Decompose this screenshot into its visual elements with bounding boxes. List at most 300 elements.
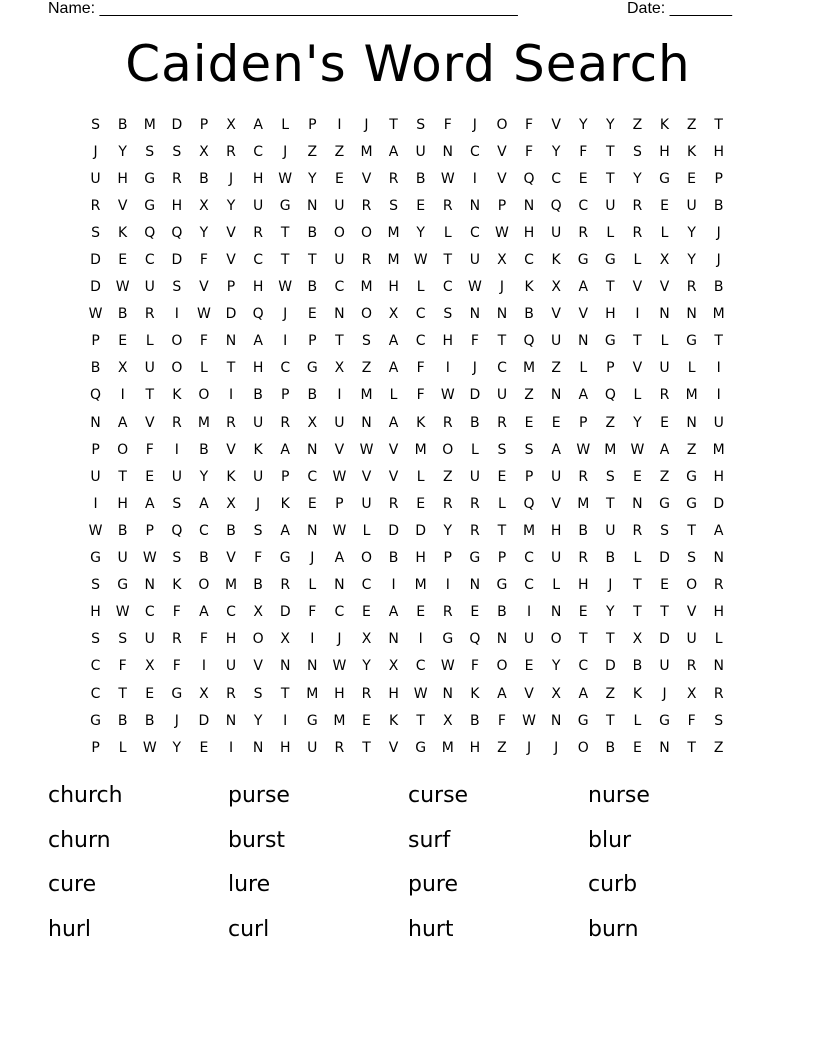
grid-letter: Q — [523, 333, 535, 350]
grid-letter: R — [388, 170, 399, 187]
grid-letter: B — [307, 224, 318, 241]
grid-letter: S — [687, 550, 697, 567]
grid-letter: Z — [442, 468, 453, 485]
grid-letter: E — [470, 604, 480, 621]
grid-letter: E — [362, 712, 371, 729]
grid-letter: X — [226, 116, 236, 133]
grid-letter: J — [228, 170, 234, 187]
grid-letter: S — [524, 441, 534, 458]
grid-letter: L — [281, 116, 290, 133]
grid-letter: V — [361, 170, 372, 187]
grid-letter: H — [334, 685, 345, 702]
page-title: Caiden's Word Search — [125, 35, 691, 93]
grid-letter: U — [252, 414, 264, 431]
grid-letter: V — [226, 441, 236, 458]
grid-letter: X — [199, 197, 209, 214]
grid-letter: Q — [523, 495, 535, 512]
grid-letter: N — [334, 577, 345, 594]
grid-letter: A — [388, 360, 399, 377]
grid-row — [82, 545, 734, 572]
grid-row — [82, 463, 734, 490]
grid-letter: S — [632, 143, 642, 160]
grid-letter: T — [443, 252, 453, 269]
grid-row — [82, 328, 734, 355]
grid-letter: I — [635, 306, 640, 323]
grid-letter: O — [333, 224, 345, 241]
grid-letter: U — [605, 197, 616, 214]
word-list-item: pure — [408, 872, 459, 897]
grid-letter: W — [440, 658, 455, 675]
grid-letter: D — [90, 252, 101, 269]
word-list-item: blur — [588, 827, 632, 853]
grid-letter: V — [551, 495, 561, 512]
grid-letter: G — [171, 685, 183, 702]
grid-letter: B — [713, 197, 724, 214]
grid-letter: F — [172, 658, 181, 675]
grid-letter: J — [472, 116, 477, 133]
grid-letter: P — [524, 468, 534, 485]
grid-letter: K — [118, 224, 128, 241]
grid-letter: J — [472, 360, 477, 377]
grid-letter: L — [118, 739, 127, 756]
grid-letter: Q — [90, 387, 102, 404]
grid-letter: A — [117, 414, 128, 431]
grid-letter: J — [716, 252, 721, 269]
word-list-item: churn — [48, 827, 111, 853]
grid-letter: Q — [523, 170, 535, 187]
grid-letter: N — [523, 197, 535, 214]
grid-letter: U — [659, 658, 670, 675]
grid-letter: T — [606, 631, 615, 648]
grid-letter: C — [334, 604, 345, 621]
grid-letter: O — [360, 224, 372, 241]
grid-letter: D — [469, 387, 481, 404]
grid-letter: H — [117, 170, 128, 187]
grid-letter: L — [443, 224, 452, 241]
grid-letter: U — [605, 522, 616, 539]
grid-letter: N — [659, 306, 670, 323]
grid-letter: M — [414, 441, 427, 458]
grid-letter: B — [253, 577, 263, 594]
grid-letter: O — [198, 387, 210, 404]
grid-letter: K — [416, 414, 426, 431]
grid-letter: U — [225, 658, 237, 675]
grid-letter: T — [389, 116, 398, 133]
grid-letter: J — [364, 116, 369, 133]
grid-letter: B — [144, 712, 155, 729]
grid-letter: W — [332, 658, 347, 675]
grid-letter: V — [388, 468, 399, 485]
grid-letter: A — [551, 441, 561, 458]
grid-letter: S — [253, 685, 263, 702]
grid-letter: W — [278, 279, 293, 296]
grid-letter: X — [307, 414, 318, 431]
grid-letter: G — [659, 170, 670, 187]
grid-letter: B — [415, 170, 426, 187]
grid-letter: I — [418, 631, 423, 648]
grid-letter: X — [551, 685, 561, 702]
grid-letter: F — [579, 143, 588, 160]
grid-letter: S — [172, 550, 182, 567]
grid-letter: R — [388, 495, 399, 512]
grid-letter: M — [441, 739, 454, 756]
grid-letter: T — [280, 224, 290, 241]
grid-letter: X — [686, 685, 697, 702]
grid-letter: G — [144, 197, 156, 214]
grid-letter: V — [334, 441, 345, 458]
grid-letter: U — [361, 495, 372, 512]
grid-letter: C — [144, 604, 155, 621]
grid-letter: N — [496, 631, 508, 648]
grid-letter: R — [442, 414, 453, 431]
name-field-label: Name: _______________________________________________ — [48, 0, 518, 17]
grid-letter: N — [659, 739, 670, 756]
grid-letter: W — [495, 224, 509, 241]
grid-letter: C — [199, 522, 209, 539]
grid-letter: I — [716, 360, 721, 377]
grid-letter: B — [90, 360, 101, 377]
grid-letter: C — [253, 252, 263, 269]
grid-letter: E — [416, 197, 426, 214]
grid-letter: M — [387, 252, 400, 269]
grid-row — [82, 111, 734, 138]
grid-letter: K — [524, 279, 534, 296]
grid-letter: L — [687, 360, 696, 377]
grid-letter: H — [117, 495, 128, 512]
grid-letter: X — [632, 631, 643, 648]
grid-letter: I — [228, 739, 234, 756]
grid-letter: Y — [118, 143, 127, 160]
grid-letter: V — [226, 550, 236, 567]
grid-letter: I — [716, 387, 721, 404]
grid-letter: B — [605, 739, 616, 756]
grid-letter: R — [171, 170, 182, 187]
grid-letter: R — [334, 739, 345, 756]
grid-letter: X — [361, 631, 372, 648]
grid-letter: Z — [361, 360, 372, 377]
grid-letter: A — [578, 685, 589, 702]
grid-letter: G — [577, 712, 589, 729]
grid-letter: L — [498, 495, 506, 512]
grid-letter: T — [226, 360, 236, 377]
grid-letter: S — [91, 577, 100, 594]
grid-letter: G — [90, 712, 101, 729]
grid-letter: F — [254, 550, 263, 567]
grid-row — [82, 490, 734, 517]
grid-letter: E — [578, 604, 588, 621]
grid-letter: L — [308, 577, 317, 594]
grid-letter: M — [360, 143, 373, 160]
grid-letter: N — [252, 739, 264, 756]
grid-letter: W — [332, 522, 347, 539]
grid-letter: U — [551, 224, 562, 241]
grid-letter: I — [445, 577, 450, 594]
grid-letter: V — [361, 468, 372, 485]
grid-letter: N — [686, 414, 697, 431]
grid-letter: G — [306, 360, 318, 377]
grid-letter: U — [686, 197, 697, 214]
grid-letter: S — [91, 116, 100, 133]
grid-letter: G — [90, 550, 101, 567]
grid-letter: N — [442, 143, 453, 160]
grid-letter: H — [605, 306, 616, 323]
grid-letter: A — [388, 604, 399, 621]
grid-letter: W — [440, 170, 455, 187]
grid-letter: Y — [551, 143, 561, 160]
grid-letter: C — [415, 333, 426, 350]
grid-letter: A — [253, 333, 263, 350]
grid-letter: G — [144, 170, 156, 187]
grid-letter: L — [145, 333, 154, 350]
grid-letter: M — [197, 414, 210, 431]
grid-letter: M — [306, 685, 319, 702]
grid-letter: E — [551, 414, 561, 431]
grid-letter: T — [335, 333, 344, 350]
grid-letter: N — [469, 197, 481, 214]
grid-letter: G — [686, 495, 698, 512]
grid-letter: F — [416, 360, 425, 377]
grid-letter: T — [578, 631, 588, 648]
grid-letter: I — [445, 360, 450, 377]
grid-letter: T — [497, 522, 507, 539]
grid-letter: C — [497, 360, 507, 377]
grid-letter: I — [283, 333, 288, 350]
word-list-item: hurt — [408, 916, 454, 942]
grid-letter: L — [606, 224, 615, 241]
grid-letter: E — [660, 414, 669, 431]
grid-letter: T — [145, 387, 155, 404]
grid-letter: V — [199, 279, 209, 296]
grid-letter: W — [142, 550, 157, 567]
grid-letter: U — [523, 631, 535, 648]
grid-letter: P — [308, 333, 317, 350]
grid-letter: T — [280, 685, 290, 702]
grid-letter: R — [659, 387, 670, 404]
grid-letter: A — [388, 143, 399, 160]
grid-letter: U — [334, 197, 345, 214]
grid-letter: M — [387, 224, 400, 241]
grid-letter: D — [171, 252, 183, 269]
grid-letter: N — [307, 197, 318, 214]
grid-letter: A — [334, 550, 345, 567]
grid-letter: U — [551, 333, 562, 350]
grid-letter: O — [496, 658, 508, 675]
grid-letter: Z — [632, 116, 643, 133]
grid-letter: U — [469, 252, 480, 269]
grid-letter: J — [716, 224, 721, 241]
grid-letter: J — [283, 143, 288, 160]
grid-letter: R — [226, 143, 236, 160]
grid-letter: I — [391, 577, 396, 594]
grid-letter: N — [469, 306, 481, 323]
grid-letter: G — [496, 577, 508, 594]
grid-letter: E — [524, 658, 534, 675]
grid-letter: B — [199, 550, 209, 567]
grid-letter: T — [633, 333, 642, 350]
grid-letter: N — [307, 441, 318, 458]
grid-letter: Z — [686, 116, 697, 133]
grid-letter: H — [252, 170, 264, 187]
grid-letter: L — [362, 522, 371, 539]
grid-letter: A — [253, 116, 263, 133]
grid-letter: L — [579, 360, 588, 377]
grid-letter: W — [332, 468, 347, 485]
grid-letter: N — [550, 387, 562, 404]
grid-letter: W — [630, 441, 645, 458]
grid-letter: E — [416, 604, 426, 621]
grid-letter: S — [497, 441, 507, 458]
grid-letter: Z — [497, 739, 507, 756]
grid-letter: W — [522, 712, 536, 729]
grid-letter: Y — [226, 197, 236, 214]
grid-letter: F — [416, 387, 425, 404]
date-field-label: Date: _______ — [627, 0, 732, 17]
grid-letter: V — [144, 414, 155, 431]
grid-letter: F — [470, 658, 479, 675]
grid-letter: W — [440, 387, 455, 404]
grid-letter: A — [578, 387, 589, 404]
grid-letter: L — [714, 631, 723, 648]
grid-letter: R — [171, 631, 182, 648]
grid-letter: T — [606, 712, 615, 729]
grid-letter: N — [334, 306, 345, 323]
grid-letter: A — [199, 495, 209, 512]
grid-letter: X — [388, 306, 399, 323]
grid-letter: G — [415, 739, 427, 756]
word-list-item: curb — [588, 872, 638, 897]
grid-letter: M — [712, 441, 725, 458]
grid-letter: E — [524, 414, 534, 431]
grid-letter: V — [226, 224, 236, 241]
grid-letter: V — [226, 252, 236, 269]
grid-letter: J — [310, 550, 315, 567]
grid-letter: U — [252, 468, 264, 485]
grid-letter: E — [118, 333, 128, 350]
grid-letter: Y — [253, 712, 263, 729]
grid-letter: U — [659, 360, 670, 377]
grid-letter: T — [714, 333, 723, 350]
grid-letter: M — [523, 522, 536, 539]
grid-letter: J — [174, 712, 179, 729]
grid-letter: R — [469, 495, 480, 512]
grid-letter: X — [117, 360, 128, 377]
grid-letter: S — [660, 522, 669, 539]
grid-letter: E — [307, 306, 317, 323]
word-list-item: nurse — [588, 783, 650, 808]
grid-letter: R — [361, 685, 372, 702]
grid-letter: P — [308, 116, 317, 133]
grid-letter: T — [633, 604, 642, 621]
grid-letter: I — [472, 170, 477, 187]
grid-letter: P — [497, 550, 507, 567]
grid-letter: Y — [578, 116, 588, 133]
grid-letter: P — [714, 170, 723, 187]
grid-letter: I — [120, 387, 125, 404]
grid-letter: B — [632, 658, 643, 675]
grid-letter: R — [713, 685, 724, 702]
grid-letter: N — [388, 631, 399, 648]
grid-letter: D — [198, 712, 210, 729]
grid-letter: Q — [144, 224, 156, 241]
grid-letter: B — [117, 116, 128, 133]
grid-letter: V — [524, 685, 534, 702]
grid-letter: L — [416, 279, 425, 296]
grid-letter: C — [226, 604, 236, 621]
grid-letter: X — [199, 143, 209, 160]
grid-row — [82, 219, 734, 246]
grid-letter: T — [633, 577, 642, 594]
grid-letter: F — [525, 143, 534, 160]
grid-letter: C — [307, 468, 318, 485]
grid-letter: K — [659, 116, 670, 133]
grid-letter: Z — [713, 739, 724, 756]
grid-letter: O — [360, 550, 372, 567]
grid-letter: D — [279, 604, 291, 621]
grid-letter: B — [470, 712, 480, 729]
grid-letter: O — [686, 577, 698, 594]
grid-letter: C — [144, 252, 155, 269]
grid-letter: S — [145, 143, 155, 160]
grid-letter: F — [118, 658, 127, 675]
grid-letter: U — [496, 387, 508, 404]
grid-letter: N — [577, 333, 589, 350]
grid-letter: R — [144, 306, 155, 323]
grid-letter: I — [174, 441, 179, 458]
grid-letter: U — [252, 197, 264, 214]
grid-letter: X — [199, 685, 209, 702]
grid-letter: W — [115, 604, 130, 621]
grid-letter: E — [578, 170, 588, 187]
grid-letter: L — [633, 387, 642, 404]
grid-letter: W — [359, 441, 374, 458]
grid-letter: U — [144, 360, 155, 377]
grid-letter: B — [605, 550, 616, 567]
grid-letter: A — [280, 522, 290, 539]
grid-letter: N — [307, 522, 318, 539]
grid-letter: C — [253, 143, 263, 160]
grid-letter: D — [388, 522, 399, 539]
grid-letter: L — [389, 387, 398, 404]
grid-letter: C — [524, 252, 534, 269]
grid-letter: G — [117, 577, 129, 594]
word-list-item: cure — [48, 872, 97, 897]
grid-letter: H — [713, 604, 724, 621]
grid-letter: I — [283, 712, 288, 729]
grid-letter: H — [171, 197, 183, 214]
grid-letter: L — [633, 712, 642, 729]
grid-letter: D — [90, 279, 101, 296]
grid-letter: M — [577, 495, 590, 512]
grid-letter: W — [142, 739, 157, 756]
grid-letter: T — [280, 252, 290, 269]
grid-letter: O — [360, 306, 372, 323]
grid-letter: H — [388, 685, 399, 702]
grid-letter: O — [171, 360, 183, 377]
grid-letter: B — [524, 306, 534, 323]
grid-letter: M — [414, 577, 427, 594]
grid-letter: Y — [416, 224, 425, 241]
grid-letter: Z — [686, 441, 697, 458]
grid-letter: C — [524, 577, 534, 594]
grid-row — [82, 355, 734, 382]
grid-letter: U — [551, 468, 562, 485]
grid-letter: E — [362, 604, 371, 621]
grid-letter: X — [659, 252, 670, 269]
grid-letter: X — [551, 279, 561, 296]
grid-letter: P — [443, 550, 452, 567]
grid-letter: U — [686, 631, 697, 648]
grid-row — [82, 274, 734, 301]
